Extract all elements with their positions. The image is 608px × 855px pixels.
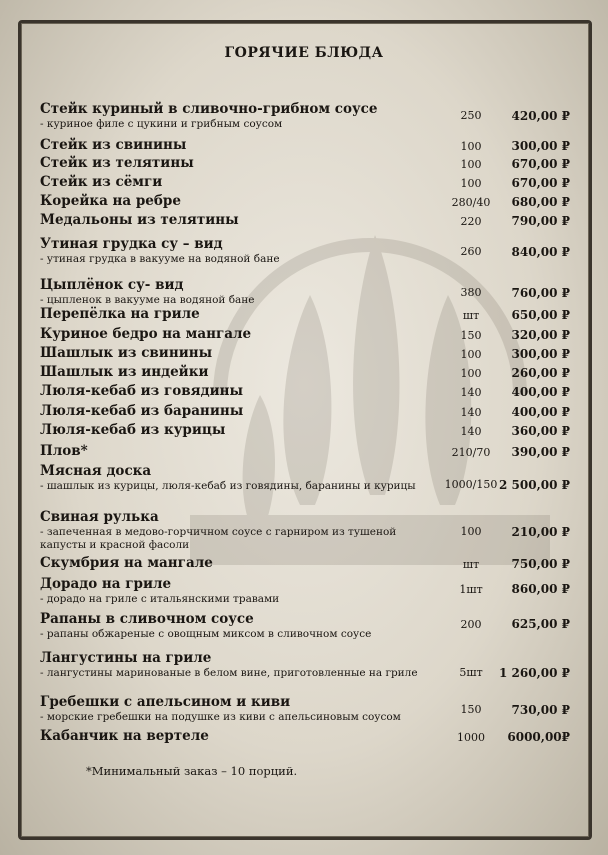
item-price: 320,00 ₽ (511, 328, 570, 342)
item-price: 680,00 ₽ (511, 195, 570, 209)
item-quantity: 1000 (457, 731, 485, 744)
menu-item (40, 576, 570, 606)
menu-item (40, 443, 570, 460)
menu-item (40, 403, 570, 420)
footnote: *Минимальный заказ – 10 порций. (86, 764, 298, 778)
item-price: 860,00 ₽ (511, 582, 570, 596)
item-quantity: 100 (460, 140, 482, 153)
item-name: Кабанчик на вертеле (40, 728, 209, 744)
menu-item (40, 174, 570, 191)
item-price: 360,00 ₽ (511, 424, 570, 438)
item-quantity: 150 (460, 703, 482, 716)
menu-item (40, 694, 570, 724)
menu-item (40, 193, 570, 210)
item-description: - шашлык из курицы, люля-кебаб из говядины, баранины и курицы (40, 480, 416, 492)
item-price: 6000,00₽ (507, 730, 570, 744)
item-name: Свиная рулька (40, 509, 159, 525)
item-name: Скумбрия на мангале (40, 555, 213, 571)
item-name: Стейк из свинины (40, 137, 187, 153)
item-quantity: 100 (460, 525, 482, 538)
item-quantity: 220 (460, 215, 482, 228)
item-quantity: 380 (460, 286, 482, 299)
item-price: 260,00 ₽ (511, 366, 570, 380)
item-name: Люля-кебаб из курицы (40, 422, 226, 438)
item-name: Шашлык из свинины (40, 345, 213, 361)
item-description: - рапаны обжареные с овощным миксом в сливочном соусе (40, 628, 372, 640)
item-price: 730,00 ₽ (511, 703, 570, 717)
item-price: 420,00 ₽ (511, 109, 570, 123)
menu-item (40, 463, 570, 493)
item-name: Корейка на ребре (40, 193, 181, 209)
item-name: Дорадо на гриле (40, 576, 172, 592)
item-description: - утиная грудка в вакууме на водяной бане (40, 253, 280, 265)
item-price: 210,00 ₽ (511, 525, 570, 539)
item-price: 750,00 ₽ (511, 557, 570, 571)
menu-item (40, 345, 570, 362)
item-quantity: 140 (460, 425, 482, 438)
item-price: 1 260,00 ₽ (499, 666, 570, 680)
page-title: ГОРЯЧИЕ БЛЮДА (224, 45, 384, 61)
item-quantity: 100 (460, 177, 482, 190)
item-quantity: 1шт (459, 583, 483, 596)
item-name: Шашлык из индейки (40, 364, 209, 380)
menu-item (40, 236, 570, 266)
item-name: Гребешки с апельсином и киви (40, 694, 291, 710)
item-quantity: 5шт (459, 666, 483, 679)
item-name: Люля-кебаб из говядины (40, 383, 244, 399)
item-description: - запеченная в медово-горчичном соусе с гарниром из тушеной капусты и красной фасоли (40, 526, 397, 551)
menu-item (40, 509, 570, 552)
menu-item (40, 326, 570, 343)
item-price: 760,00 ₽ (511, 286, 570, 300)
item-quantity: 140 (460, 406, 482, 419)
item-price: 300,00 ₽ (511, 139, 570, 153)
item-name: Стейк куриный в сливочно-грибном соусе (40, 101, 378, 117)
item-quantity: 280/40 (451, 196, 491, 209)
item-quantity: 1000/150 (444, 478, 498, 491)
menu-item (40, 137, 570, 154)
item-name: Утиная грудка су – вид (40, 236, 223, 252)
menu-item (40, 728, 570, 745)
item-quantity: шт (462, 558, 480, 571)
item-name: Люля-кебаб из баранины (40, 403, 244, 419)
item-price: 400,00 ₽ (511, 385, 570, 399)
item-name: Стейк из телятины (40, 155, 194, 171)
item-quantity: 140 (460, 386, 482, 399)
item-price: 2 500,00 ₽ (499, 478, 570, 492)
menu-item (40, 306, 570, 323)
item-description: - цыпленок в вакууме на водяной бане (40, 294, 255, 306)
item-name: Плов* (40, 443, 88, 459)
item-quantity: 260 (460, 245, 482, 258)
menu-item (40, 155, 570, 172)
menu-item (40, 101, 570, 131)
menu-item (40, 212, 570, 229)
item-price: 670,00 ₽ (511, 176, 570, 190)
menu-item (40, 555, 570, 572)
menu-item (40, 650, 570, 680)
menu-item (40, 383, 570, 400)
item-name: Стейк из сёмги (40, 174, 163, 190)
item-name: Куриное бедро на мангале (40, 326, 252, 342)
item-name: Медальоны из телятины (40, 212, 239, 228)
menu-item (40, 364, 570, 381)
item-price: 840,00 ₽ (511, 245, 570, 259)
item-description: - куриное филе с цукини и грибным соусом (40, 118, 283, 130)
item-quantity: 100 (460, 367, 482, 380)
menu-item (40, 422, 570, 439)
item-quantity: шт (462, 309, 480, 322)
item-quantity: 200 (460, 618, 482, 631)
item-price: 670,00 ₽ (511, 157, 570, 171)
item-name: Лангустины на гриле (40, 650, 212, 666)
item-price: 400,00 ₽ (511, 405, 570, 419)
item-price: 625,00 ₽ (511, 617, 570, 631)
item-price: 390,00 ₽ (511, 445, 570, 459)
item-quantity: 100 (460, 158, 482, 171)
item-price: 650,00 ₽ (511, 308, 570, 322)
item-quantity: 250 (460, 109, 482, 122)
item-description: - дорадо на гриле с итальянскими травами (40, 593, 280, 605)
item-quantity: 100 (460, 348, 482, 361)
menu-item (40, 611, 570, 641)
item-price: 790,00 ₽ (511, 214, 570, 228)
item-quantity: 150 (460, 329, 482, 342)
item-name: Цыплёнок су- вид (40, 277, 184, 293)
item-price: 300,00 ₽ (511, 347, 570, 361)
item-name: Перепёлка на гриле (40, 306, 200, 322)
item-quantity: 210/70 (451, 446, 491, 459)
item-description: - лангустины маринованые в белом вине, приготовленные на гриле (40, 667, 418, 679)
item-name: Рапаны в сливочном соусе (40, 611, 254, 627)
menu-item (40, 277, 570, 307)
item-name: Мясная доска (40, 463, 152, 479)
item-description: - морские гребешки на подушке из киви с апельсиновым соусом (40, 711, 401, 723)
